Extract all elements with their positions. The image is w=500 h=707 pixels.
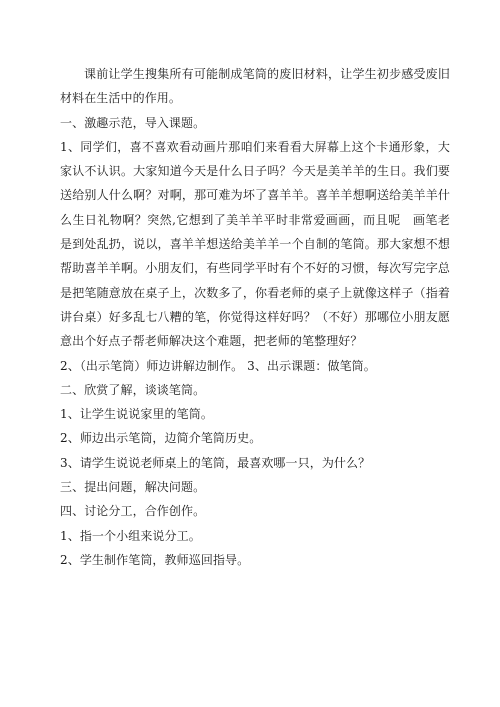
section-heading-2: 二、欣赏了解，谈谈笔筒。 xyxy=(60,382,206,397)
step-paragraph-4-2: 2、学生制作笔筒，教师巡回指导。 xyxy=(60,552,250,567)
step-paragraph-1-2: 2、（出示笔筒）师边讲解边制作。 3、出示课题：做笔筒。 xyxy=(60,358,376,373)
document-body xyxy=(60,62,450,572)
section-heading-3: 三、提出问题，解决问题。 xyxy=(60,480,206,495)
step-paragraph-4-1: 1、指一个小组来说分工。 xyxy=(60,528,201,543)
step-paragraph-2-2: 2、师边出示笔筒，边简介笔筒历史。 xyxy=(60,431,262,446)
intro-paragraph: 课前让学生搜集所有可能制成笔筒的废旧材料，让学生初步感受废旧材料在生活中的作用。 xyxy=(60,67,450,106)
step-paragraph-2-3: 3、请学生说说老师桌上的笔筒，最喜欢哪一只，为什么？ xyxy=(60,455,371,470)
step-paragraph-1-1: 1、同学们，喜不喜欢看动画片那咱们来看看大屏幕上这个卡通形象，大家认不认识。大家知道今天是什么日子吗？今天是美羊羊的生日。我们要送给别人什么啊？对啊，那可难为坏了喜羊羊。喜羊羊想啊送给美羊羊什么生日礼物啊？突然,它想到了美羊羊平时非常爱画画，而且呢 画笔老是到处乱扔，说以，喜羊羊想送给美羊羊一个自制的笔筒。那大家想不想帮助喜羊羊啊。小朋友们，有些同学平时有个不好的习惯，每次写完字总是把笔随意放在桌子上，次数多了，你看老师的桌子上就像这样子（指着讲台桌）好多乱七八糟的笔，你觉得这样好吗？（不好）那哪位小朋友愿意出个好点子帮老师解决这个难题，把老师的笔整理好？ xyxy=(60,139,450,349)
section-heading-4: 四、讨论分工，合作创作。 xyxy=(60,504,206,519)
step-paragraph-2-1: 1、让学生说说家里的笔筒。 xyxy=(60,407,213,422)
section-heading-1: 一、激趣示范，导入课题。 xyxy=(60,115,206,130)
